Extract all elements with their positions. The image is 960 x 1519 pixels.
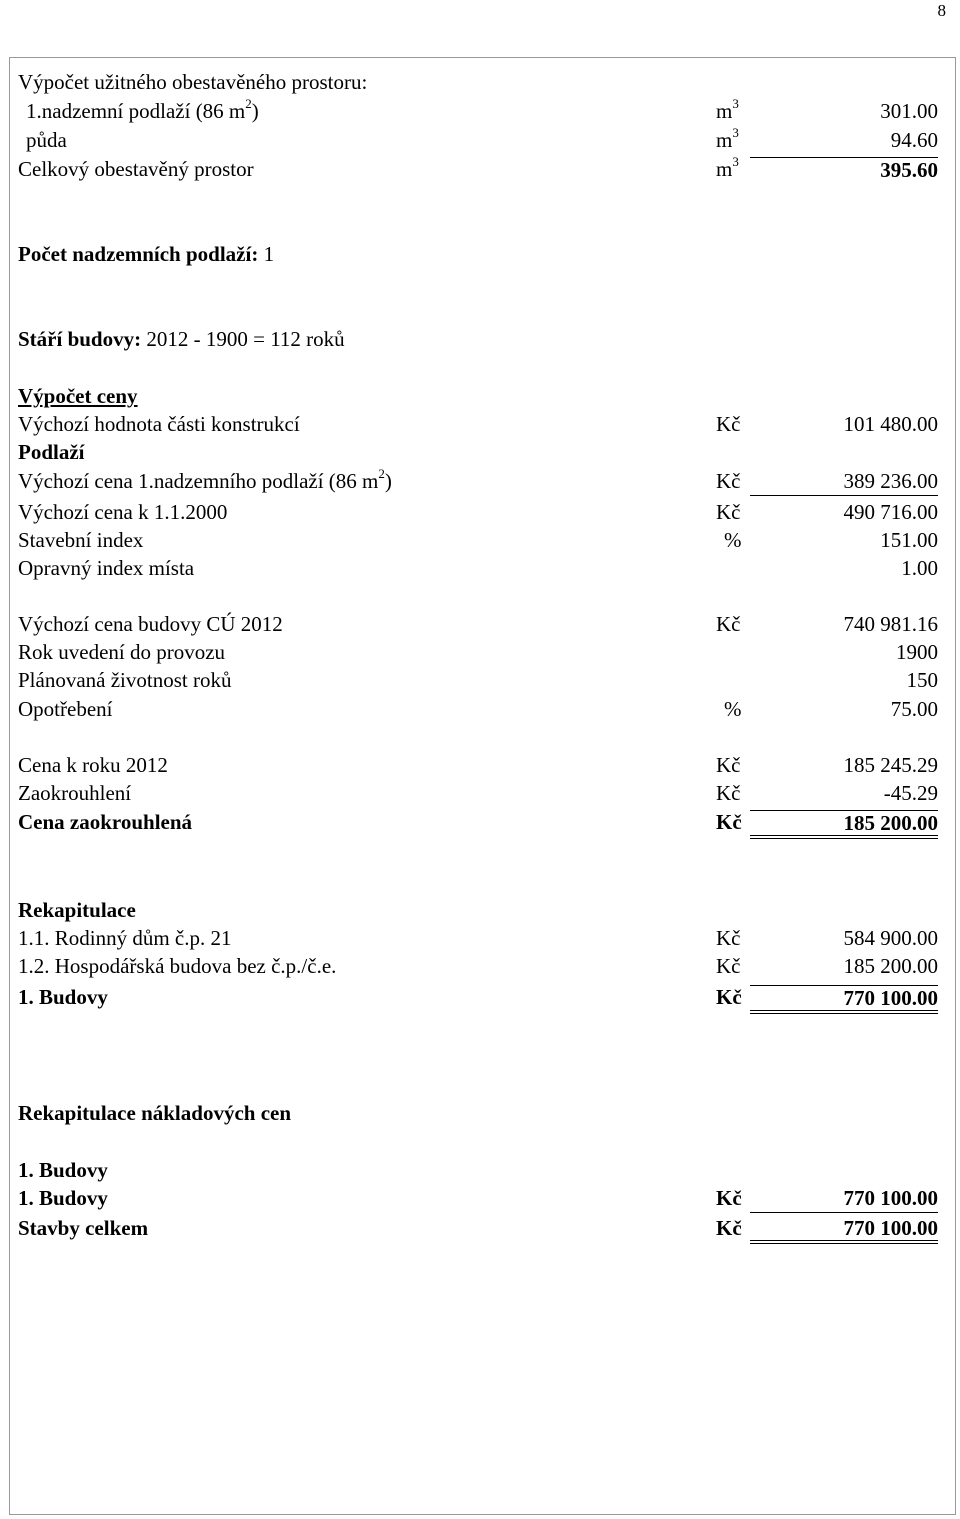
price-base-row: Výchozí hodnota části konstrukcí Kč 101 480.00: [18, 412, 938, 436]
subtotal-rule: [750, 495, 938, 496]
recap-row: 1.1. Rodinný dům č.p. 21 Kč 584 900.00: [18, 926, 938, 950]
price-row: Výchozí cena budovy CÚ 2012 Kč 740 981.16: [18, 612, 938, 636]
cost-recap-subheading: 1. Budovy: [18, 1158, 108, 1182]
recap-row: 1.2. Hospodářská budova bez č.p./č.e. Kč 185 200.00: [18, 954, 938, 978]
building-age: Stáří budovy: 2012 - 1900 = 112 roků: [18, 327, 345, 351]
price-row: Zaokrouhlení Kč -45.29: [18, 781, 938, 805]
price-row: Opotřebení % 75.00: [18, 697, 938, 721]
recap-heading: Rekapitulace: [18, 898, 136, 922]
price-row: Opravný index místa 1.00: [18, 556, 938, 580]
floor-price-row: Výchozí cena 1.nadzemního podlaží (86 $m^2$) Kč 389 236.00: [18, 466, 938, 493]
price-row: Rok uvedení do provozu 1900: [18, 640, 938, 664]
volume-row-attic: půda $m^3$ 94.60: [26, 125, 938, 152]
recap-row-total: 1. Budovy Kč 770 100.00: [18, 985, 938, 1013]
cost-recap-total: Stavby celkem Kč 770 100.00: [18, 1216, 938, 1244]
price-row: Výchozí cena k 1.1.2000 Kč 490 716.00: [18, 500, 938, 524]
price-heading: Výpočet ceny: [18, 384, 138, 408]
cost-recap-row: 1. Budovy Kč 770 100.00: [18, 1186, 938, 1214]
price-row: Plánovaná životnost roků 150: [18, 668, 938, 692]
floors-count: Počet nadzemních podlaží: 1: [18, 242, 275, 266]
cost-recap-heading: Rekapitulace nákladových cen: [18, 1101, 292, 1125]
price-row: Cena k roku 2012 Kč 185 245.29: [18, 753, 938, 777]
price-row-rounded: Cena zaokrouhlená Kč 185 200.00: [18, 810, 938, 838]
page-number: 8: [937, 1, 946, 20]
volume-row-total: Celkový obestavěný prostor $m^3$ 395.60: [18, 154, 938, 182]
volume-heading: Výpočet užitného obestavěného prostoru:: [18, 70, 368, 94]
price-row: Stavební index % 151.00: [18, 528, 938, 552]
volume-row-floor1: 1.nadzemní podlaží (86 $m^2$) $m^3$ 301.00: [26, 96, 938, 123]
floor-heading: Podlaží: [18, 440, 85, 464]
